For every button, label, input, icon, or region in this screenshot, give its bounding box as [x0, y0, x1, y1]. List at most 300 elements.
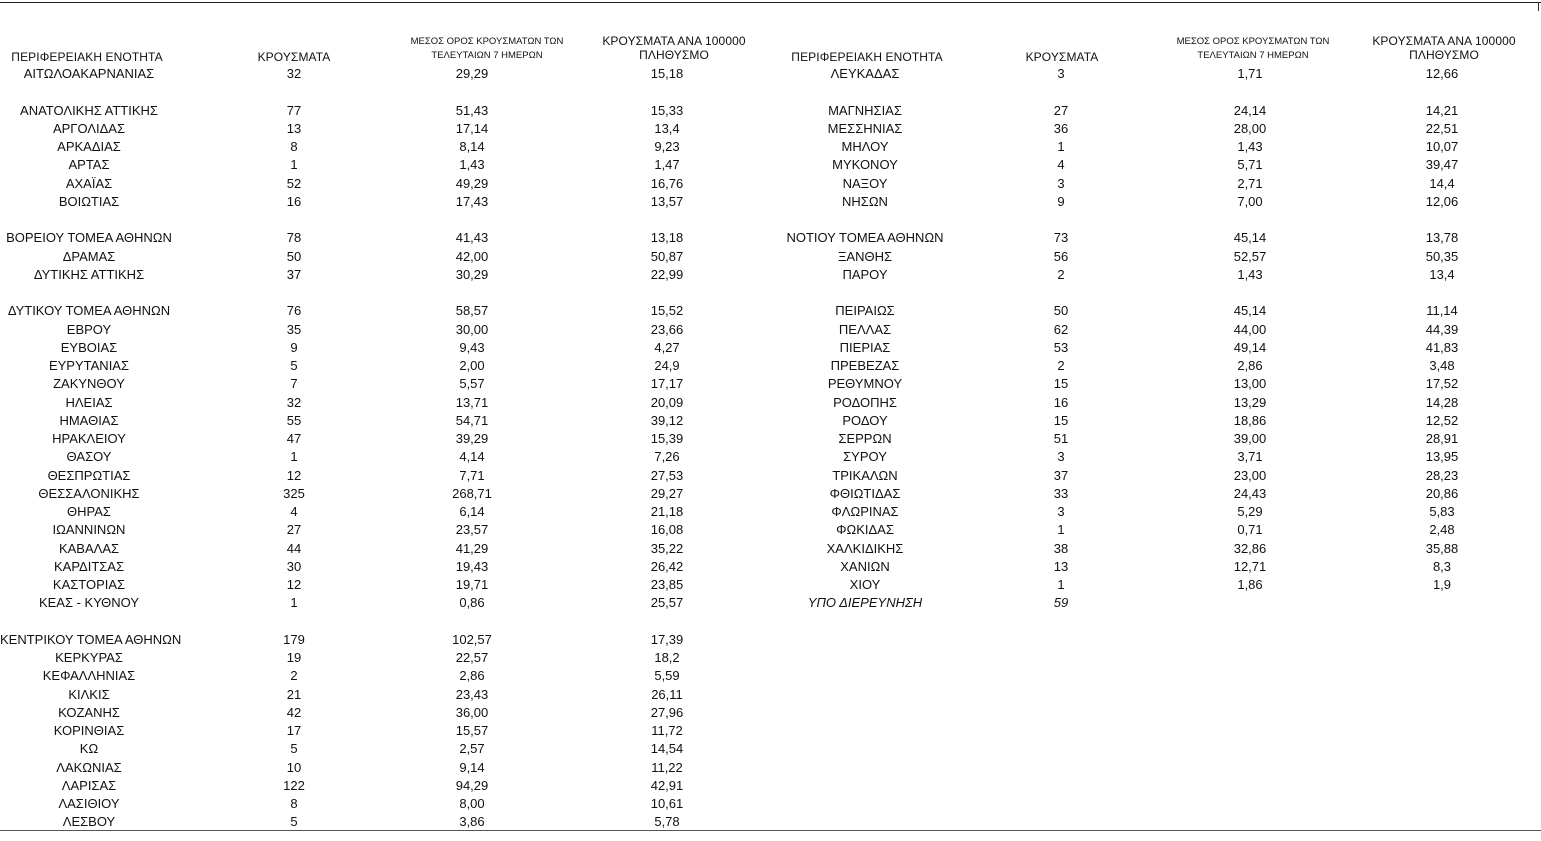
right-table-cases-cell: 56 [1053, 248, 1069, 264]
left-table-cases-cell: 122 [283, 777, 305, 793]
right-header-avg7 [1148, 34, 1358, 64]
left-table-region-cell [0, 211, 178, 229]
right-table-per100k-cell: 14,4 [1429, 175, 1455, 191]
left-table-cases-cell: 13 [286, 120, 302, 136]
left-table-region-cell: ΒΟΡΕΙΟΥ ΤΟΜΕΑ ΑΘΗΝΩΝ [6, 230, 172, 246]
left-table-avg7-cell: 13,71 [455, 394, 489, 410]
right-header-per100k [1354, 32, 1534, 64]
left-table-cases-cell: 10 [286, 759, 302, 775]
right-table-region-cell: ΞΑΝΘΗΣ [837, 248, 893, 264]
left-table-avg7-cell: 29,29 [455, 66, 489, 81]
left-table-per100k-cell: 15,52 [650, 303, 684, 319]
left-table-per100k-cell: 24,9 [654, 358, 680, 373]
right-table-avg7-cell [1190, 594, 1310, 612]
left-table-per100k-cell: 21,18 [650, 504, 684, 519]
left-table-cases-cell: 55 [286, 412, 302, 428]
right-table-cases-cell: 27 [1053, 102, 1069, 118]
left-table-region-cell: ΕΥΡΥΤΑΝΙΑΣ [48, 358, 130, 373]
right-table-region-cell: ΥΠΟ ΔΙΕΡΕΥΝΗΣΗ [807, 595, 923, 611]
right-table-per100k-cell: 1,9 [1432, 577, 1452, 592]
right-table-per100k-cell: 12,06 [1425, 193, 1459, 209]
right-table-avg7-cell: 5,71 [1237, 157, 1263, 173]
right-table-cases-cell: 3 [1057, 175, 1065, 191]
left-table-per100k-cell: 10,61 [650, 796, 684, 811]
left-table-avg7-cell: 8,14 [459, 139, 485, 154]
right-table-region-cell: ΜΑΓΝΗΣΙΑΣ [828, 102, 902, 118]
left-table-avg7-cell: 9,43 [459, 339, 485, 355]
left-table-avg7-cell: 3,86 [459, 814, 485, 830]
right-table-avg7-cell: 52,57 [1233, 248, 1267, 264]
right-table-region-cell: ΡΕΘΥΜΝΟΥ [827, 376, 903, 392]
right-table-region-cell: ΡΟΔΟΥ [842, 412, 888, 428]
right-table-avg7-cell: 1,86 [1237, 577, 1263, 592]
right-table-cases-cell: 51 [1053, 431, 1069, 446]
right-table-per100k-cell: 35,88 [1425, 540, 1459, 556]
bottom-border-line [0, 830, 1541, 831]
right-table-avg7-cell: 39,00 [1233, 431, 1267, 446]
left-table-cases-cell: 8 [290, 796, 298, 811]
right-table-region-cell: ΡΟΔΟΠΗΣ [833, 394, 897, 410]
left-table-per100k-cell: 50,87 [650, 248, 684, 264]
left-table-avg7-cell: 94,29 [455, 777, 489, 793]
left-table-per100k-cell: 1,47 [654, 157, 680, 173]
left-table-cases-cell: 50 [286, 248, 302, 264]
right-table-region-cell: ΣΕΡΡΩΝ [838, 431, 892, 446]
right-edge-tick [1538, 2, 1539, 11]
right-table-region-cell: ΠΕΙΡΑΙΩΣ [835, 303, 895, 319]
left-table-cases-cell: 77 [286, 102, 302, 118]
left-table-cases-cell: 30 [286, 558, 302, 574]
right-table-cases-cell: 2 [1057, 266, 1065, 282]
right-table-region-cell: ΧΑΝΙΩΝ [840, 558, 890, 574]
left-table-per100k-cell: 35,22 [650, 540, 684, 556]
left-table-cases-cell: 1 [290, 157, 298, 173]
left-header-per100k-line1: ΚΡΟΥΣΜΑΤΑ ΑΝΑ 100000 [602, 34, 746, 48]
right-table-avg7-cell: 44,00 [1233, 321, 1267, 337]
left-table-cases-cell: 52 [286, 175, 302, 191]
left-table-per100k-cell: 25,57 [650, 595, 684, 611]
left-table-region-cell: ΑΧΑΪΑΣ [65, 175, 113, 191]
left-table-per100k-cell: 13,18 [650, 230, 684, 246]
right-table-per100k-cell: 2,48 [1429, 522, 1455, 538]
left-table-per100k-cell: 29,27 [650, 485, 684, 501]
left-header-region-text: ΠΕΡΙΦΕΡΕΙΑΚΗ ΕΝΟΤΗΤΑ [11, 50, 163, 64]
left-table-region-cell: ΗΡΑΚΛΕΙΟΥ [52, 431, 126, 446]
right-table-region-cell: ΦΩΚΙΔΑΣ [836, 522, 894, 538]
right-header-per100k-line2: ΠΛΗΘΥΣΜΟ [1409, 48, 1479, 62]
left-table-region-cell: ΑΝΑΤΟΛΙΚΗΣ ΑΤΤΙΚΗΣ [20, 102, 158, 118]
left-table-avg7-cell: 30,00 [455, 321, 489, 337]
right-header-avg7-line2: ΤΕΛΕΥΤΑΙΩΝ 7 ΗΜΕΡΩΝ [1197, 50, 1309, 61]
left-table-avg7-cell: 2,00 [459, 358, 485, 373]
left-table-cases-cell: 12 [286, 467, 302, 483]
left-table-avg7-cell: 51,43 [455, 102, 489, 118]
right-table-cases-cell: 13 [1053, 558, 1069, 574]
right-table-per100k-cell [1382, 284, 1502, 302]
right-table-per100k-cell: 13,4 [1429, 266, 1455, 282]
left-table-avg7-cell: 2,86 [459, 668, 485, 684]
left-table-region-cell: ΚΑΣΤΟΡΙΑΣ [52, 577, 126, 592]
right-table-cases-cell: 33 [1053, 485, 1069, 501]
right-table-per100k-cell: 22,51 [1425, 120, 1459, 136]
right-table-per100k-cell: 50,35 [1425, 248, 1459, 264]
left-table-avg7-cell: 17,14 [455, 120, 489, 136]
right-table-region-cell: ΝΗΣΩΝ [842, 193, 888, 209]
left-table-avg7-cell: 4,14 [459, 449, 485, 465]
left-table-region-cell: ΘΑΣΟΥ [66, 449, 112, 465]
left-table-per100k-cell: 23,85 [650, 577, 684, 592]
left-table-avg7-cell: 0,86 [459, 595, 485, 611]
left-table-avg7-cell: 19,71 [455, 577, 489, 592]
left-table-region-cell: ΑΡΤΑΣ [68, 157, 110, 173]
left-table-region-cell: ΛΑΣΙΘΙΟΥ [58, 796, 120, 811]
left-table-region-cell: ΚΟΖΑΝΗΣ [58, 704, 120, 720]
right-table-region-cell: ΤΡΙΚΑΛΩΝ [832, 467, 898, 483]
right-table-avg7-cell: 2,86 [1237, 358, 1263, 373]
left-table-region-cell: ΗΛΕΙΑΣ [65, 394, 113, 410]
left-table-cases-cell: 35 [286, 321, 302, 337]
right-table-cases-cell: 16 [1053, 394, 1069, 410]
right-header-region [782, 38, 952, 64]
right-table-cases-cell: 3 [1057, 504, 1065, 519]
left-table-cases-cell: 8 [290, 139, 298, 154]
left-table-avg7-cell: 49,29 [455, 175, 489, 191]
right-table-cases-cell: 38 [1053, 540, 1069, 556]
right-table-avg7-cell: 24,14 [1233, 102, 1267, 118]
left-table-per100k-cell: 11,72 [651, 723, 683, 738]
left-table-avg7-cell [412, 613, 532, 631]
left-table-cases-cell: 325 [283, 485, 305, 501]
right-header-per100k-line1: ΚΡΟΥΣΜΑΤΑ ΑΝΑ 100000 [1372, 34, 1516, 48]
left-table-cases-cell: 7 [290, 376, 298, 392]
left-table-cases-cell: 179 [283, 631, 305, 647]
right-table-per100k-cell: 10,07 [1425, 139, 1459, 154]
right-table-avg7-cell: 28,00 [1233, 120, 1267, 136]
right-table-per100k-cell: 13,95 [1425, 449, 1459, 465]
left-table-per100k-cell: 26,42 [650, 558, 684, 574]
left-table-avg7-cell: 7,71 [459, 467, 485, 483]
left-table-region-cell: ΔΡΑΜΑΣ [62, 248, 116, 264]
right-table-per100k-cell: 44,39 [1425, 321, 1459, 337]
left-header-cases-text: ΚΡΟΥΣΜΑΤΑ [257, 50, 331, 64]
left-table-avg7-cell: 23,57 [455, 522, 489, 538]
left-table-per100k-cell: 27,96 [650, 704, 684, 720]
left-table-cases-cell: 37 [286, 266, 302, 282]
left-table-region-cell: ΙΩΑΝΝΙΝΩΝ [52, 522, 126, 538]
right-table-avg7-cell: 45,14 [1233, 303, 1267, 319]
left-header-avg7 [382, 34, 592, 64]
right-table-cases-cell: 1 [1057, 139, 1065, 154]
left-table-region-cell: ΑΡΚΑΔΙΑΣ [57, 139, 121, 154]
right-table-cases-cell: 1 [1057, 522, 1065, 538]
left-table-cases-cell: 5 [290, 814, 298, 830]
left-table-per100k-cell: 16,76 [650, 175, 684, 191]
left-table-per100k-cell: 17,39 [650, 631, 684, 647]
right-table-avg7-cell: 0,71 [1237, 522, 1263, 538]
right-table-avg7-cell: 7,00 [1237, 193, 1263, 209]
right-table-region-cell: ΜΥΚΟΝΟΥ [832, 157, 898, 173]
right-table-avg7-cell: 45,14 [1233, 230, 1267, 246]
right-header-cases-text: ΚΡΟΥΣΜΑΤΑ [1025, 50, 1099, 64]
left-table-region-cell: ΘΗΡΑΣ [67, 504, 111, 519]
right-table-cases-cell [1011, 284, 1111, 302]
left-table-per100k-cell: 39,12 [650, 412, 684, 428]
right-table-cases-cell: 36 [1053, 120, 1069, 136]
left-table-per100k-cell: 27,53 [650, 467, 684, 483]
right-table-per100k-cell: 20,86 [1425, 485, 1459, 501]
left-table-region-cell: ΚΑΒΑΛΑΣ [58, 540, 120, 556]
left-table-cases-cell: 9 [290, 339, 298, 355]
left-table-region-cell [0, 83, 178, 101]
left-table-region-cell: ΕΒΡΟΥ [66, 321, 112, 337]
left-table-avg7-cell: 268,71 [452, 485, 492, 501]
right-table-per100k-cell: 17,52 [1425, 376, 1459, 392]
left-table-region-cell: ΔΥΤΙΚΟΥ ΤΟΜΕΑ ΑΘΗΝΩΝ [7, 303, 171, 319]
left-table-avg7-cell: 22,57 [455, 650, 489, 665]
left-table-cases-cell [244, 211, 344, 229]
right-table-region-cell: ΠΑΡΟΥ [842, 266, 888, 282]
left-table-cases-cell: 32 [286, 394, 302, 410]
left-table-per100k-cell: 13,4 [654, 120, 680, 136]
right-table-avg7-cell [1190, 211, 1310, 229]
right-table-avg7-cell: 1,43 [1237, 139, 1263, 154]
left-table-avg7-cell: 58,57 [455, 303, 489, 319]
left-table-per100k-cell: 15,18 [650, 66, 684, 81]
left-table-cases-cell: 27 [286, 522, 302, 538]
left-table-region-cell [0, 613, 178, 631]
right-table-cases-cell: 73 [1053, 230, 1069, 246]
left-table-per100k-cell [607, 211, 727, 229]
left-table-per100k-cell: 42,91 [650, 777, 684, 793]
left-table-region-cell: ΛΑΡΙΣΑΣ [61, 777, 117, 793]
right-table-avg7-cell: 5,29 [1237, 504, 1263, 519]
right-table-per100k-cell: 28,91 [1425, 431, 1459, 446]
left-header-cases [234, 38, 354, 64]
left-table-per100k-cell: 17,17 [650, 376, 684, 392]
right-table-avg7-cell: 1,43 [1237, 266, 1263, 282]
left-table-avg7-cell: 9,14 [459, 759, 485, 775]
right-table-cases-cell: 3 [1057, 449, 1065, 465]
right-table-region-cell [780, 211, 950, 229]
left-table-region-cell: ΚΕΑΣ - ΚΥΘΝΟΥ [38, 595, 140, 611]
left-table-per100k-cell: 11,22 [651, 759, 683, 775]
top-border-line [0, 2, 1541, 3]
left-table-per100k-cell: 16,08 [650, 522, 684, 538]
left-table-per100k-cell [607, 613, 727, 631]
right-table-avg7-cell: 23,00 [1233, 467, 1267, 483]
left-table-region-cell: ΚΕΦΑΛΛΗΝΙΑΣ [42, 668, 136, 684]
left-table-avg7-cell: 5,57 [459, 376, 485, 392]
right-table-region-cell: ΝΟΤΙΟΥ ΤΟΜΕΑ ΑΘΗΝΩΝ [786, 230, 944, 246]
left-table-avg7-cell: 19,43 [455, 558, 489, 574]
left-table-per100k-cell [607, 284, 727, 302]
right-table-cases-cell: 15 [1053, 376, 1069, 392]
left-table-region-cell: ΘΕΣΣΑΛΟΝΙΚΗΣ [38, 485, 140, 501]
right-table-avg7-cell: 3,71 [1237, 449, 1263, 465]
right-table-region-cell: ΠΕΛΛΑΣ [838, 321, 892, 337]
left-table-cases-cell: 32 [286, 66, 302, 81]
right-table-region-cell: ΧΙΟΥ [849, 577, 881, 592]
left-table-cases-cell: 19 [286, 650, 302, 665]
right-table-cases-cell: 9 [1057, 193, 1065, 209]
left-header-avg7-line2: ΤΕΛΕΥΤΑΙΩΝ 7 ΗΜΕΡΩΝ [431, 50, 543, 61]
right-table-region-cell: ΦΛΩΡΙΝΑΣ [831, 504, 899, 519]
right-table-per100k-cell: 5,83 [1429, 504, 1455, 519]
left-table-avg7-cell [412, 211, 532, 229]
right-table-region-cell: ΜΕΣΣΗΝΙΑΣ [827, 120, 903, 136]
right-table-cases-cell: 50 [1053, 303, 1069, 319]
left-table-per100k-cell: 15,39 [650, 431, 684, 446]
right-table-per100k-cell: 13,78 [1425, 230, 1459, 246]
right-table-avg7-cell: 12,71 [1233, 558, 1267, 574]
left-table-region-cell: ΕΥΒΟΙΑΣ [60, 339, 118, 355]
left-table-region-cell: ΔΥΤΙΚΗΣ ΑΤΤΙΚΗΣ [33, 266, 145, 282]
left-table-region-cell [0, 284, 178, 302]
left-table-region-cell: ΚΙΛΚΙΣ [68, 686, 110, 702]
left-table-region-cell: ΚΑΡΔΙΤΣΑΣ [53, 558, 125, 574]
left-table-per100k-cell: 18,2 [654, 650, 680, 665]
right-table-region-cell: ΠΙΕΡΙΑΣ [839, 339, 891, 355]
left-table-region-cell: ΒΟΙΩΤΙΑΣ [58, 193, 120, 209]
left-table-region-cell: ΑΙΤΩΛΟΑΚΑΡΝΑΝΙΑΣ [23, 66, 155, 81]
right-table-per100k-cell: 41,83 [1425, 339, 1459, 355]
left-table-cases-cell [244, 613, 344, 631]
right-table-avg7-cell: 2,71 [1237, 175, 1263, 191]
right-table-per100k-cell: 11,14 [1426, 303, 1458, 319]
left-table-region-cell: ΑΡΓΟΛΙΔΑΣ [52, 120, 126, 136]
left-header-region [2, 38, 172, 64]
left-table-avg7-cell: 41,43 [455, 230, 489, 246]
right-table-region-cell [780, 83, 950, 101]
left-table-avg7-cell: 6,14 [459, 504, 485, 519]
left-table-cases-cell: 1 [290, 449, 298, 465]
left-table-per100k-cell: 13,57 [650, 193, 684, 209]
left-table-cases-cell: 42 [286, 704, 302, 720]
left-table-avg7-cell: 54,71 [455, 412, 489, 428]
right-table-cases-cell: 3 [1057, 66, 1065, 81]
right-table-cases-cell: 15 [1053, 412, 1069, 428]
right-table-cases-cell: 62 [1053, 321, 1069, 337]
right-table-region-cell: ΠΡΕΒΕΖΑΣ [830, 358, 900, 373]
left-header-per100k-line2: ΠΛΗΘΥΣΜΟ [639, 48, 709, 62]
left-table-region-cell: ΚΕΡΚΥΡΑΣ [55, 650, 123, 665]
right-table-avg7-cell: 1,71 [1237, 66, 1263, 81]
right-table-avg7-cell: 24,43 [1233, 485, 1267, 501]
right-table-avg7-cell: 32,86 [1233, 540, 1267, 556]
right-table-per100k-cell: 28,23 [1425, 467, 1459, 483]
left-table-region-cell: ΛΕΣΒΟΥ [62, 814, 116, 830]
left-table-per100k-cell: 26,11 [651, 686, 683, 702]
right-table-per100k-cell: 12,52 [1425, 412, 1459, 428]
right-table-per100k-cell: 8,3 [1432, 558, 1452, 574]
left-table-avg7-cell: 8,00 [459, 796, 485, 811]
right-table-per100k-cell: 3,48 [1429, 358, 1455, 373]
left-table-per100k-cell: 9,23 [654, 139, 680, 154]
left-table-cases-cell: 2 [290, 668, 298, 684]
right-table-region-cell: ΦΘΙΩΤΙΔΑΣ [829, 485, 901, 501]
left-table-avg7-cell [412, 284, 532, 302]
left-header-per100k [584, 32, 764, 64]
left-table-region-cell: ΖΑΚΥΝΘΟΥ [53, 376, 125, 392]
left-header-avg7-line1: ΜΕΣΟΣ ΟΡΟΣ ΚΡΟΥΣΜΑΤΩΝ ΤΩΝ [410, 36, 564, 47]
right-table-avg7-cell: 13,00 [1233, 376, 1267, 392]
right-header-avg7-line1: ΜΕΣΟΣ ΟΡΟΣ ΚΡΟΥΣΜΑΤΩΝ ΤΩΝ [1176, 36, 1330, 47]
right-table-per100k-cell [1382, 83, 1502, 101]
right-table-cases-cell [1011, 211, 1111, 229]
left-table-per100k-cell: 5,59 [654, 668, 680, 684]
right-table-per100k-cell: 14,21 [1425, 102, 1459, 118]
left-table-per100k-cell: 15,33 [650, 102, 684, 118]
left-table-cases-cell: 16 [286, 193, 302, 209]
left-table-per100k-cell: 22,99 [650, 266, 684, 282]
left-table-cases-cell: 17 [286, 723, 302, 738]
left-table-cases-cell: 76 [286, 303, 302, 319]
right-table-per100k-cell: 12,66 [1425, 66, 1459, 81]
right-table-cases-cell: 37 [1053, 467, 1069, 483]
right-table-per100k-cell: 39,47 [1425, 157, 1459, 173]
right-table-region-cell [780, 284, 950, 302]
right-table-avg7-cell: 49,14 [1233, 339, 1267, 355]
right-table-cases-cell: 4 [1057, 157, 1065, 173]
left-table-avg7-cell: 2,57 [459, 741, 485, 757]
left-table-region-cell: ΚΟΡΙΝΘΙΑΣ [53, 723, 125, 738]
left-table-cases-cell: 44 [286, 540, 302, 556]
left-table-avg7-cell: 102,57 [452, 631, 492, 647]
left-table-avg7-cell: 42,00 [455, 248, 489, 264]
left-table-avg7-cell: 23,43 [455, 686, 489, 702]
left-table-avg7-cell: 30,29 [455, 266, 489, 282]
right-table-avg7-cell: 13,29 [1233, 394, 1267, 410]
right-table-per100k-cell [1382, 211, 1502, 229]
left-table-avg7-cell: 1,43 [459, 157, 485, 173]
left-table-cases-cell: 47 [286, 431, 302, 446]
right-table-region-cell: ΛΕΥΚΑΔΑΣ [830, 66, 900, 81]
left-table-avg7-cell: 15,57 [455, 723, 489, 738]
left-table-per100k-cell: 4,27 [654, 339, 680, 355]
left-table-region-cell: ΚΕΝΤΡΙΚΟΥ ΤΟΜΕΑ ΑΘΗΝΩΝ [0, 631, 182, 647]
right-table-per100k-cell [1382, 594, 1502, 612]
right-header-cases [1002, 38, 1122, 64]
left-table-region-cell: ΚΩ [79, 741, 99, 757]
left-table-region-cell: ΛΑΚΩΝΙΑΣ [56, 759, 122, 775]
right-table-avg7-cell [1190, 83, 1310, 101]
left-table-cases-cell: 5 [290, 358, 298, 373]
left-table-cases-cell: 12 [286, 577, 302, 592]
left-table-avg7-cell: 41,29 [455, 540, 489, 556]
left-table-per100k-cell: 23,66 [650, 321, 684, 337]
right-table-cases-cell [1011, 83, 1111, 101]
right-table-cases-cell: 59 [1053, 595, 1069, 611]
left-table-cases-cell: 1 [290, 595, 298, 611]
right-table-avg7-cell: 18,86 [1233, 412, 1267, 428]
left-table-cases-cell: 4 [290, 504, 298, 519]
right-table-region-cell: ΝΑΞΟΥ [842, 175, 888, 191]
right-table-region-cell: ΣΥΡΟΥ [843, 449, 887, 465]
left-table-cases-cell [244, 284, 344, 302]
right-table-region-cell: ΜΗΛΟΥ [841, 139, 889, 154]
left-table-per100k-cell: 20,09 [650, 394, 684, 410]
left-table-cases-cell [244, 83, 344, 101]
left-table-avg7-cell: 17,43 [455, 193, 489, 209]
left-table-cases-cell: 78 [286, 230, 302, 246]
right-table-cases-cell: 53 [1053, 339, 1069, 355]
left-table-region-cell: ΘΕΣΠΡΩΤΙΑΣ [47, 467, 131, 483]
right-table-per100k-cell: 14,28 [1425, 394, 1459, 410]
left-table-per100k-cell: 7,26 [654, 449, 680, 465]
right-header-region-text: ΠΕΡΙΦΕΡΕΙΑΚΗ ΕΝΟΤΗΤΑ [791, 50, 943, 64]
left-table-per100k-cell: 14,54 [650, 741, 684, 757]
right-table-avg7-cell [1190, 284, 1310, 302]
